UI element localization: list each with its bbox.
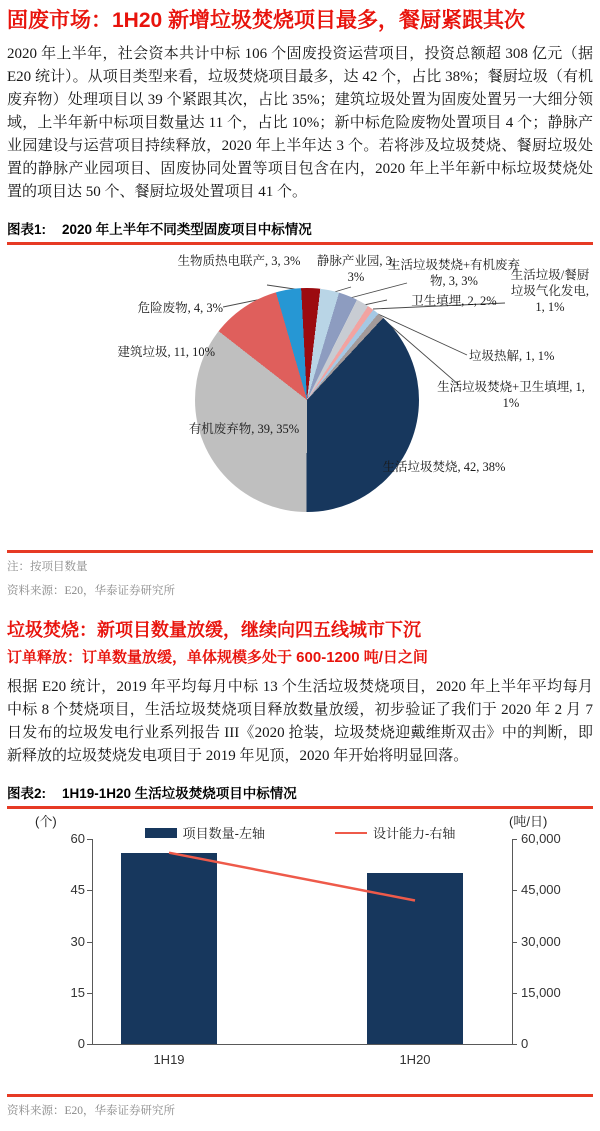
bar-1H19	[121, 853, 217, 1044]
figure2-title: 1H19-1H20 生活垃圾焚烧项目中标情况	[62, 786, 297, 801]
right-axis-tick-label: 45,000	[521, 882, 561, 898]
section2-title: 垃圾焚烧：新项目数量放缓，继续向四五线城市下沉	[7, 620, 421, 640]
leader-landfill	[364, 300, 387, 305]
capacity-line-series	[7, 809, 593, 1094]
figure2-label: 图表2:	[7, 786, 47, 801]
figure1-label: 图表1:	[7, 222, 47, 237]
pie-label-hazardous-waste: 危险废物, 4, 3%	[137, 301, 223, 315]
pie-label-sanitary-landfill: 卫生填埋, 2, 2%	[411, 294, 497, 308]
figure2-header	[7, 782, 593, 802]
legend-item-capacity	[335, 823, 455, 842]
x-axis-label-1H20: 1H20	[399, 1052, 431, 1067]
figure1-title: 2020 年上半年不同类型固废项目中标情况	[62, 222, 312, 237]
left-axis-tick-label: 45	[70, 882, 85, 898]
section2-subtitle: 订单释放：订单数量放缓，单体规模多处于 600-1200 吨/日之间	[7, 649, 428, 666]
right-axis-tick-label: 30,000	[521, 933, 561, 949]
bar-line-chart-figure	[7, 809, 593, 1094]
left-axis-tick-label: 60	[70, 831, 85, 846]
x-axis-line	[92, 1044, 512, 1045]
figure1-note: 注：按项目数量	[7, 561, 88, 573]
pie-label-incineration-plus-organic: 生活垃圾焚烧+有机废弃物, 3, 3%	[387, 258, 521, 288]
figure1-source: 资料来源：E20，华泰证券研究所	[7, 585, 176, 597]
legend-label-projects: 项目数量-左轴	[182, 826, 265, 841]
legend-label-capacity: 设计能力-右轴	[373, 826, 456, 841]
right-axis-tick	[512, 993, 517, 994]
figure2-source: 资料来源：E20，华泰证券研究所	[7, 1105, 176, 1117]
paragraph-2: 根据 E20 统计，2019 年平均每月中标 13 个生活垃圾焚烧项目，2020 年上半年平均每月中标 8 个焚烧项目，生活垃圾焚烧项目释放数量放缓，初步验证了我们于 2020 年 2 月 7 日发布的垃圾发电行业系列报告 III《2020 抢装，垃圾焚烧迎戴维斯双击》中的判断，即新释放的垃圾焚烧发电项目于 2019 年见顶，2020 年开始将明显回落。	[7, 679, 593, 764]
pie-label-organic-waste: 有机废弃物, 39, 35%	[188, 422, 300, 436]
figure1-header	[7, 218, 593, 238]
pie-label-construction-waste: 建筑垃圾, 11, 10%	[117, 345, 215, 359]
x-axis-label-1H19: 1H19	[153, 1052, 185, 1067]
pie-label-incineration-plus-landfill: 生活垃圾焚烧+卫生填埋, 1, 1%	[437, 380, 585, 410]
left-axis-tick	[87, 1044, 92, 1045]
left-axis-tick	[87, 942, 92, 943]
figure1-bottom-rule	[7, 550, 593, 553]
bar-swatch-icon	[145, 828, 177, 838]
line-swatch-icon	[335, 832, 367, 834]
left-axis-tick-label: 30	[70, 933, 85, 949]
bar-1H20	[367, 873, 463, 1044]
left-axis-tick-label: 0	[77, 1036, 85, 1051]
right-axis-tick	[512, 839, 517, 840]
left-axis-tick	[87, 839, 92, 840]
right-axis-tick	[512, 890, 517, 891]
chart-legend	[7, 823, 593, 842]
figure2-bottom-rule	[7, 1094, 593, 1097]
left-axis-tick	[87, 890, 92, 891]
right-axis-tick-label: 0	[521, 1036, 529, 1051]
legend-item-projects	[145, 823, 265, 842]
right-axis-tick	[512, 942, 517, 943]
pie-label-msw-incineration: 生活垃圾焚烧, 42, 38%	[382, 460, 506, 474]
paragraph-1: 2020 年上半年，社会资本共计中标 106 个固废投资运营项目，投资总额超 308 亿元（据 E20 统计）。从项目类型来看，垃圾焚烧项目最多，达 42 个，占比 38%；餐厨垃圾（有机废弃物）处理项目以 39 个紧跟其次，占比 35%；建筑垃圾处置为固废处置另一大细分领域，上半年新中标项目数量达 11 个，占比 10%；新中标危险废物处置项目 4 个；静脉产业园建设与运营项目持续释放，2020 年上半年达 3 个。若将涉及垃圾焚烧、餐厨垃圾处置的静脉产业园项目、固废协同处置等项目包含在内，2020 年上半年新中标垃圾焚烧处置的项目达 50 个、餐厨垃圾处置项目 41 个。	[7, 46, 593, 200]
left-axis-line	[92, 839, 93, 1044]
pie-label-eco-industrial-park: 静脉产业园, 3, 3%	[316, 254, 396, 284]
pie-label-biomass-chp: 生物质热电联产, 3, 3%	[177, 254, 301, 268]
right-axis-unit: (吨/日)	[509, 814, 548, 829]
left-axis-unit: (个)	[35, 814, 57, 829]
left-axis-tick-label: 15	[70, 984, 85, 1000]
pie-chart-figure	[7, 245, 593, 550]
right-axis-tick-label: 60,000	[521, 831, 561, 846]
right-axis-tick-label: 15,000	[521, 984, 561, 1000]
pie-label-gasification-power: 生活垃圾/餐厨垃圾气化发电, 1, 1%	[510, 268, 590, 314]
right-axis-tick	[512, 1044, 517, 1045]
pie-graphic	[195, 288, 419, 512]
pie-label-pyrolysis: 垃圾热解, 1, 1%	[469, 349, 555, 363]
left-axis-tick	[87, 993, 92, 994]
page-title: 固废市场：1H20 新增垃圾焚烧项目最多，餐厨紧跟其次	[7, 9, 526, 32]
